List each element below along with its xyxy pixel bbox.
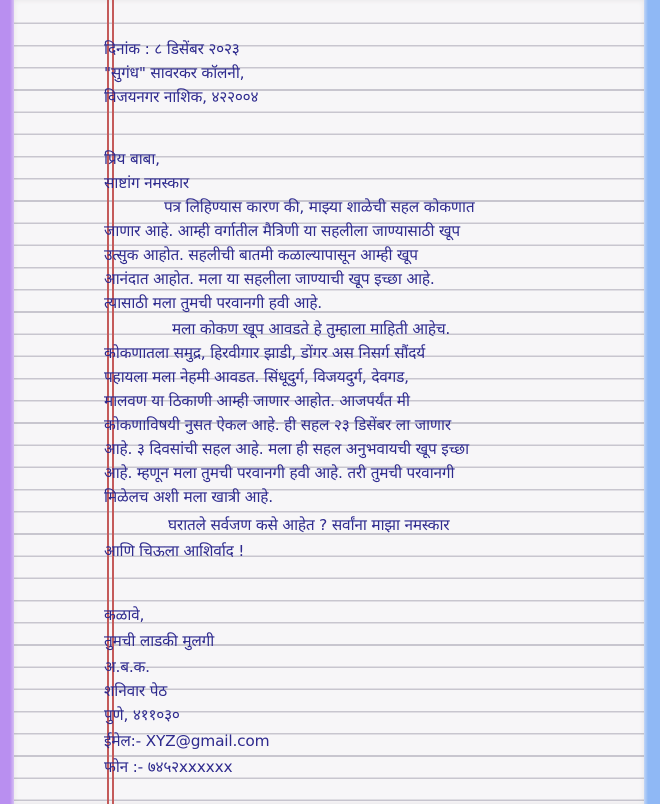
paragraph1-line: उत्सुक आहोत. सहलीची बातमी कळाल्यापासून आम्ही खूप bbox=[104, 246, 418, 264]
paragraph2-line: मला कोकण खूप आवडते हे तुम्हाला माहिती आहेच. bbox=[172, 320, 451, 338]
paragraph1-line: त्यासाठी मला तुमची परवानगी हवी आहे. bbox=[104, 294, 322, 312]
paragraph2-line: मिळेलच अशी मला खात्री आहे. bbox=[104, 488, 273, 506]
closing-from: तुमची लाडकी मुलगी bbox=[104, 632, 215, 650]
salutation: प्रिय बाबा, bbox=[104, 150, 160, 168]
paragraph2-line: मालवण या ठिकाणी आम्ही जाणार आहोत. आजपर्यंत मी bbox=[104, 392, 410, 410]
paragraph1-line: जाणार आहे. आम्ही वर्गातील मैत्रिणी या सहलीला जाण्यासाठी खूप bbox=[104, 222, 460, 240]
paragraph3-line: घरातले सर्वजण कसे आहेत ? सर्वांना माझा नमस्कार bbox=[168, 516, 450, 534]
paragraph2-line: आहे. म्हणून मला तुमची परवानगी हवी आहे. तरी तुमची परवानगी bbox=[104, 464, 455, 482]
greeting: साष्टांग नमस्कार bbox=[104, 174, 189, 192]
paragraph2-line: कोकणातला समुद्र, हिरवीगार झाडी, डोंगर अस निसर्ग सौंदर्य bbox=[104, 344, 425, 362]
paragraph1-line: पत्र लिहिण्यास कारण की, माझ्या शाळेची सहल कोकणात bbox=[164, 198, 475, 216]
paragraph2-line: कोकणाविषयी नुसत ऐकल आहे. ही सहल २३ डिसेंबर ला जाणार bbox=[104, 416, 451, 434]
sender-email: ईमेल:- XYZ@gmail.com bbox=[104, 732, 270, 750]
sender-area: शनिवार पेठ bbox=[104, 682, 168, 700]
sender-address-line2: विजयनगर नाशिक, ४२२००४ bbox=[104, 88, 259, 106]
paragraph1-line: आनंदात आहोत. मला या सहलीला जाण्याची खूप इच्छा आहे. bbox=[104, 270, 435, 288]
paragraph2-line: पहायला मला नेहमी आवडत. सिंधूदुर्ग, विजयदुर्ग, देवगड, bbox=[104, 368, 409, 386]
paragraph2-line: आहे. ३ दिवसांची सहल आहे. मला ही सहल अनुभवायची खूप इच्छा bbox=[104, 440, 469, 458]
sender-name: अ.ब.क. bbox=[104, 658, 150, 676]
sender-phone: फोन :- ७४५२xxxxxx bbox=[104, 758, 233, 776]
sender-city: पुणे, ४११०३० bbox=[104, 706, 180, 724]
letter-date: दिनांक : ८ डिसेंबर २०२३ bbox=[104, 40, 240, 58]
paragraph3-line: आणि चिऊला आशिर्वाद ! bbox=[104, 542, 245, 560]
closing-line: कळावे, bbox=[104, 606, 145, 624]
sender-address-line1: "सुगंध" सावरकर कॉलनी, bbox=[104, 64, 245, 82]
